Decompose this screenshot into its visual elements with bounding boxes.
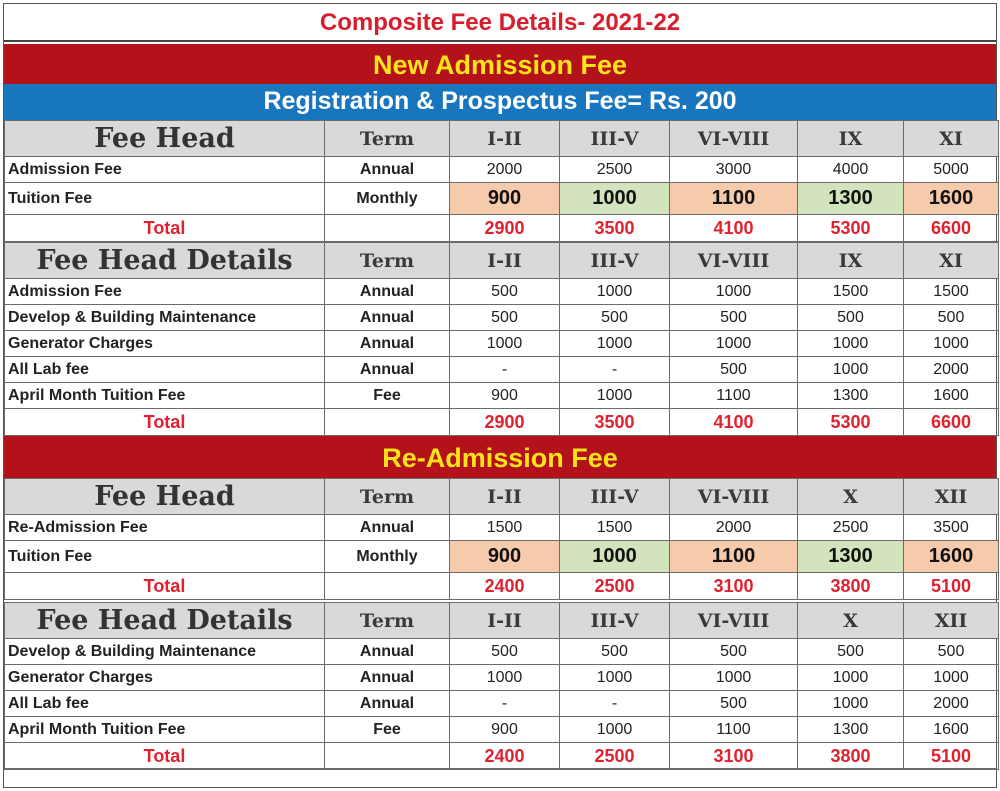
row-term: Annual	[325, 305, 450, 331]
fee-cell: 500	[560, 305, 670, 331]
table-row	[5, 331, 999, 357]
fee-cell: -	[450, 691, 560, 717]
table-row	[5, 305, 999, 331]
table-header-row	[5, 479, 999, 515]
fee-cell-highlight: 900	[450, 183, 560, 215]
row-term: Monthly	[325, 183, 450, 215]
fee-cell: 500	[560, 639, 670, 665]
row-label: Admission Fee	[5, 157, 325, 183]
row-label: Tuition Fee	[5, 541, 325, 573]
new-admission-summary-table	[4, 120, 999, 242]
column-header: Fee Head	[5, 479, 325, 515]
row-term: Fee	[325, 383, 450, 409]
re-admission-summary-table	[4, 478, 999, 600]
total-row	[5, 573, 999, 600]
column-header: I-II	[450, 603, 560, 639]
empty-cell	[325, 409, 450, 436]
total-cell: 3500	[560, 215, 670, 242]
table-row	[5, 383, 999, 409]
column-header: I-II	[450, 479, 560, 515]
row-label: Admission Fee	[5, 279, 325, 305]
total-cell: 4100	[670, 215, 798, 242]
fee-cell-highlight: 1100	[670, 183, 798, 215]
table-row	[5, 639, 999, 665]
row-label: April Month Tuition Fee	[5, 717, 325, 743]
fee-cell: 1500	[560, 515, 670, 541]
fee-cell: 500	[450, 639, 560, 665]
fee-cell: 1100	[670, 383, 798, 409]
fee-cell: 1300	[798, 383, 904, 409]
column-header: VI-VIII	[670, 243, 798, 279]
fee-cell: 1000	[798, 357, 904, 383]
row-term: Annual	[325, 691, 450, 717]
fee-cell: 2000	[450, 157, 560, 183]
row-label: Tuition Fee	[5, 183, 325, 215]
fee-cell: 2500	[798, 515, 904, 541]
table-row	[5, 541, 999, 573]
column-header: XII	[904, 479, 999, 515]
column-header: Term	[325, 479, 450, 515]
row-label: Generator Charges	[5, 665, 325, 691]
fee-cell: 1000	[798, 331, 904, 357]
fee-cell-highlight: 1600	[904, 541, 999, 573]
fee-cell-highlight: 1100	[670, 541, 798, 573]
fee-cell: 5000	[904, 157, 999, 183]
fee-cell: 1000	[450, 331, 560, 357]
column-header: XII	[904, 603, 999, 639]
row-term: Fee	[325, 717, 450, 743]
fee-cell: 1300	[798, 717, 904, 743]
fee-cell: -	[450, 357, 560, 383]
fee-cell-highlight: 1000	[560, 183, 670, 215]
registration-fee-banner: Registration & Prospectus Fee= Rs. 200	[4, 84, 996, 120]
row-label: All Lab fee	[5, 691, 325, 717]
new-admission-details-table	[4, 242, 999, 436]
total-cell: 2400	[450, 743, 560, 770]
row-term: Annual	[325, 157, 450, 183]
row-label: Develop & Building Maintenance	[5, 639, 325, 665]
re-admission-details-table	[4, 602, 999, 770]
fee-cell-highlight: 1600	[904, 183, 999, 215]
fee-cell: 2000	[670, 515, 798, 541]
total-cell: 4100	[670, 409, 798, 436]
re-admission-banner: Re-Admission Fee	[4, 436, 996, 478]
page-title: Composite Fee Details- 2021-22	[4, 4, 996, 42]
fee-cell: 2500	[560, 157, 670, 183]
fee-cell: 1000	[798, 665, 904, 691]
fee-cell-highlight: 900	[450, 541, 560, 573]
fee-cell: 1500	[450, 515, 560, 541]
row-label: All Lab fee	[5, 357, 325, 383]
total-cell: 5100	[904, 573, 999, 600]
total-row	[5, 743, 999, 770]
fee-cell: 500	[670, 305, 798, 331]
fee-cell: 4000	[798, 157, 904, 183]
fee-cell-highlight: 1300	[798, 183, 904, 215]
fee-cell: 500	[904, 639, 999, 665]
table-row	[5, 279, 999, 305]
fee-cell: 900	[450, 717, 560, 743]
total-label: Total	[5, 743, 325, 770]
total-row	[5, 409, 999, 436]
row-term: Annual	[325, 279, 450, 305]
fee-cell: 1000	[798, 691, 904, 717]
empty-cell	[325, 573, 450, 600]
fee-cell: 500	[904, 305, 999, 331]
fee-cell: 1000	[560, 279, 670, 305]
fee-cell: 900	[450, 383, 560, 409]
column-header: X	[798, 479, 904, 515]
total-cell: 6600	[904, 409, 999, 436]
total-cell: 3800	[798, 743, 904, 770]
column-header: III-V	[560, 603, 670, 639]
total-cell: 2500	[560, 573, 670, 600]
row-term: Annual	[325, 331, 450, 357]
total-cell: 2500	[560, 743, 670, 770]
fee-cell: 500	[798, 305, 904, 331]
row-label: April Month Tuition Fee	[5, 383, 325, 409]
column-header: I-II	[450, 243, 560, 279]
column-header: VI-VIII	[670, 121, 798, 157]
row-label: Develop & Building Maintenance	[5, 305, 325, 331]
column-header: XI	[904, 243, 999, 279]
fee-cell: 1000	[560, 331, 670, 357]
total-cell: 2900	[450, 215, 560, 242]
fee-cell: 3500	[904, 515, 999, 541]
total-cell: 5300	[798, 215, 904, 242]
total-label: Total	[5, 215, 325, 242]
table-row	[5, 157, 999, 183]
fee-cell: 1000	[670, 279, 798, 305]
fee-cell: 1000	[670, 331, 798, 357]
empty-cell	[325, 743, 450, 770]
fee-cell: 500	[450, 279, 560, 305]
table-row	[5, 183, 999, 215]
total-row	[5, 215, 999, 242]
table-row	[5, 665, 999, 691]
column-header: VI-VIII	[670, 479, 798, 515]
fee-cell: 1000	[560, 717, 670, 743]
row-term: Annual	[325, 665, 450, 691]
column-header: III-V	[560, 243, 670, 279]
column-header: I-II	[450, 121, 560, 157]
footer-blank-row	[4, 768, 996, 789]
row-term: Monthly	[325, 541, 450, 573]
column-header: Term	[325, 121, 450, 157]
fee-cell-highlight: 1300	[798, 541, 904, 573]
fee-cell: 1000	[904, 331, 999, 357]
total-cell: 3500	[560, 409, 670, 436]
total-label: Total	[5, 409, 325, 436]
column-header: Term	[325, 603, 450, 639]
column-header: IX	[798, 121, 904, 157]
table-row	[5, 691, 999, 717]
fee-cell: 500	[450, 305, 560, 331]
fee-cell: -	[560, 357, 670, 383]
fee-cell: 1600	[904, 383, 999, 409]
column-header: XI	[904, 121, 999, 157]
total-cell: 2900	[450, 409, 560, 436]
fee-cell: -	[560, 691, 670, 717]
fee-cell: 1000	[450, 665, 560, 691]
fee-cell: 1500	[904, 279, 999, 305]
fee-cell: 1600	[904, 717, 999, 743]
table-header-row	[5, 603, 999, 639]
table-header-row	[5, 243, 999, 279]
column-header: Fee Head Details	[5, 243, 325, 279]
column-header: X	[798, 603, 904, 639]
table-row	[5, 515, 999, 541]
column-header: III-V	[560, 479, 670, 515]
fee-cell: 500	[670, 639, 798, 665]
column-header: IX	[798, 243, 904, 279]
total-cell: 3100	[670, 573, 798, 600]
row-label: Generator Charges	[5, 331, 325, 357]
fee-cell: 1000	[560, 383, 670, 409]
total-label: Total	[5, 573, 325, 600]
column-header: Term	[325, 243, 450, 279]
new-admission-banner: New Admission Fee	[4, 44, 996, 84]
fee-cell: 1100	[670, 717, 798, 743]
total-cell: 2400	[450, 573, 560, 600]
row-term: Annual	[325, 357, 450, 383]
table-row	[5, 717, 999, 743]
row-term: Annual	[325, 639, 450, 665]
fee-cell: 2000	[904, 691, 999, 717]
total-cell: 3100	[670, 743, 798, 770]
fee-cell: 500	[670, 691, 798, 717]
column-header: Fee Head	[5, 121, 325, 157]
column-header: Fee Head Details	[5, 603, 325, 639]
empty-cell	[325, 215, 450, 242]
column-header: III-V	[560, 121, 670, 157]
total-cell: 3800	[798, 573, 904, 600]
row-label: Re-Admission Fee	[5, 515, 325, 541]
fee-cell: 1000	[670, 665, 798, 691]
total-cell: 5100	[904, 743, 999, 770]
column-header: VI-VIII	[670, 603, 798, 639]
fee-cell: 1500	[798, 279, 904, 305]
fee-cell-highlight: 1000	[560, 541, 670, 573]
fee-sheet	[3, 3, 997, 788]
table-row	[5, 357, 999, 383]
total-cell: 5300	[798, 409, 904, 436]
fee-cell: 1000	[560, 665, 670, 691]
fee-cell: 500	[670, 357, 798, 383]
fee-cell: 500	[798, 639, 904, 665]
total-cell: 6600	[904, 215, 999, 242]
fee-cell: 1000	[904, 665, 999, 691]
fee-cell: 3000	[670, 157, 798, 183]
table-header-row	[5, 121, 999, 157]
fee-cell: 2000	[904, 357, 999, 383]
row-term: Annual	[325, 515, 450, 541]
